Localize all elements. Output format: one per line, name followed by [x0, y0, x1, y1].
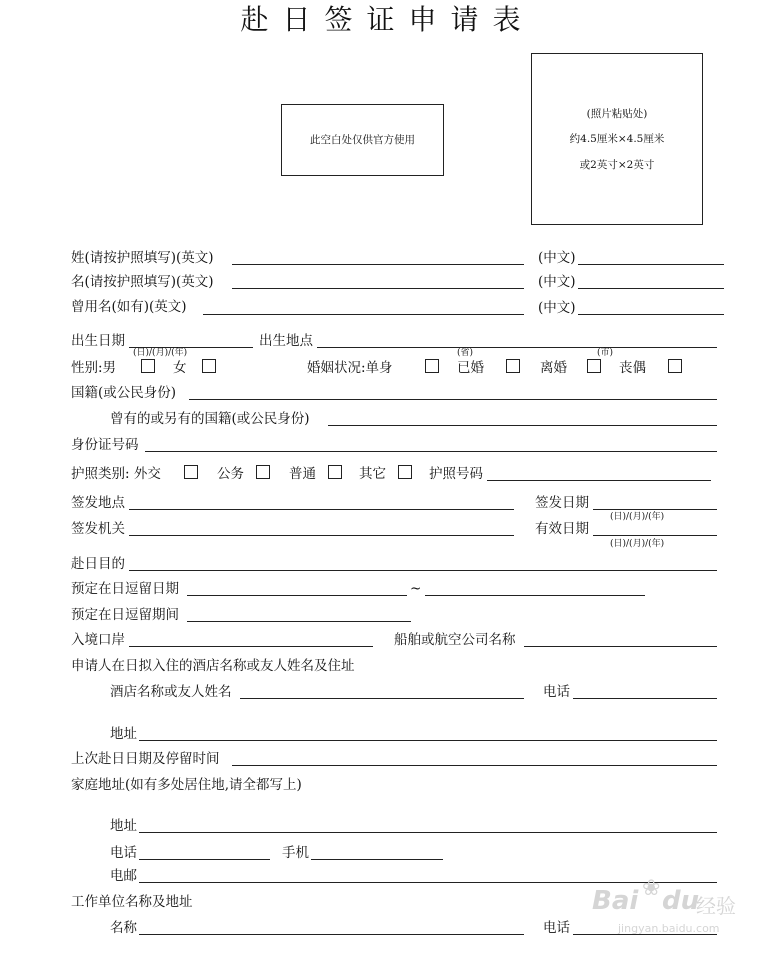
purpose-label: 赴日目的 — [71, 556, 125, 572]
former-name-cn-label: (中文) — [538, 300, 576, 316]
other-nationality-label: 曾有的或另有的国籍(或公民身份) — [110, 411, 310, 427]
work-section-title: 工作单位名称及地址 — [71, 894, 193, 910]
birth-date-hint: (日)/(月)/(年) — [133, 348, 188, 358]
male-checkbox[interactable] — [141, 359, 155, 373]
port-entry-label: 入境口岸 — [71, 632, 125, 648]
issue-date-field[interactable] — [593, 509, 717, 510]
givenname-en-label: 名(请按护照填写)(英文) — [71, 274, 214, 290]
carrier-field[interactable] — [524, 646, 717, 647]
photo-label-3: 或2英寸×2英寸 — [579, 159, 655, 171]
photo-box[interactable] — [531, 53, 703, 225]
photo-label-1: (照片粘贴处) — [586, 108, 648, 120]
female-label: 女 — [173, 360, 187, 376]
province-hint: (省) — [457, 348, 474, 358]
port-entry-field[interactable] — [129, 646, 373, 647]
work-phone-label: 电话 — [543, 920, 570, 936]
photo-label-2: 约4.5厘米×4.5厘米 — [569, 133, 665, 145]
givenname-en-field[interactable] — [232, 288, 524, 289]
tilde: ~ — [410, 581, 422, 597]
carrier-label: 船舶或航空公司名称 — [394, 632, 516, 648]
givenname-cn-label: (中文) — [538, 274, 576, 290]
surname-en-field[interactable] — [232, 264, 524, 265]
official-label: 公务 — [217, 466, 244, 482]
watermark-cn: 经验 — [696, 894, 736, 918]
birth-place-field[interactable] — [317, 347, 717, 348]
hotel-phone-label: 电话 — [543, 684, 570, 700]
baidu-watermark — [592, 876, 742, 940]
widowed-label: 丧偶 — [619, 360, 646, 376]
official-use-box — [281, 104, 444, 176]
watermark-brand: Bai — [592, 886, 639, 916]
official-use-label: 此空白处仅供官方使用 — [310, 134, 415, 146]
surname-cn-field[interactable] — [578, 264, 724, 265]
female-checkbox[interactable] — [202, 359, 216, 373]
hotel-address-label: 地址 — [110, 726, 137, 742]
surname-en-label: 姓(请按护照填写)(英文) — [71, 250, 214, 266]
hotel-section-title: 申请人在日拟入住的酒店名称或友人姓名及住址 — [71, 658, 355, 674]
email-label: 电邮 — [110, 868, 137, 884]
id-number-field[interactable] — [145, 451, 717, 452]
city-hint: (市) — [597, 348, 614, 358]
home-address-field[interactable] — [139, 832, 717, 833]
paw-icon: ❀ — [642, 876, 661, 901]
stay-period-field[interactable] — [187, 621, 411, 622]
birth-date-label: 出生日期 — [71, 333, 125, 349]
divorced-label: 离婚 — [540, 360, 567, 376]
hotel-address-field[interactable] — [139, 740, 717, 741]
passport-no-label: 护照号码 — [429, 466, 483, 482]
expiry-date-hint: (日)/(月)/(年) — [610, 539, 665, 549]
id-number-label: 身份证号码 — [71, 437, 139, 453]
mobile-field[interactable] — [311, 859, 443, 860]
official-checkbox[interactable] — [256, 465, 270, 479]
watermark-brand2: du — [662, 886, 700, 916]
expiry-date-label: 有效日期 — [535, 521, 589, 537]
hotel-name-label: 酒店名称或友人姓名 — [110, 684, 232, 700]
issue-place-field[interactable] — [129, 509, 514, 510]
home-address-label: 地址 — [110, 818, 137, 834]
mobile-label: 手机 — [282, 845, 309, 861]
expiry-date-field[interactable] — [593, 535, 717, 536]
hotel-name-field[interactable] — [240, 698, 524, 699]
stay-to-field[interactable] — [425, 595, 645, 596]
stay-dates-label: 预定在日逗留日期 — [71, 581, 179, 597]
ordinary-checkbox[interactable] — [328, 465, 342, 479]
last-visit-label: 上次赴日日期及停留时间 — [71, 751, 220, 767]
former-name-cn-field[interactable] — [578, 314, 724, 315]
passport-no-field[interactable] — [487, 480, 711, 481]
marital-label: 婚姻状况:单身 — [307, 360, 393, 376]
form-title: 赴日签证申请表 — [240, 3, 535, 36]
last-visit-field[interactable] — [232, 765, 717, 766]
widowed-checkbox[interactable] — [668, 359, 682, 373]
ordinary-label: 普通 — [289, 466, 316, 482]
surname-cn-label: (中文) — [538, 250, 576, 266]
issue-authority-label: 签发机关 — [71, 521, 125, 537]
former-name-field[interactable] — [203, 314, 524, 315]
stay-from-field[interactable] — [187, 595, 407, 596]
nationality-field[interactable] — [189, 399, 717, 400]
former-name-label: 曾用名(如有)(英文) — [71, 299, 187, 315]
birth-place-label: 出生地点 — [259, 333, 313, 349]
home-section-title: 家庭地址(如有多处居住地,请全都写上) — [71, 777, 302, 793]
stay-period-label: 预定在日逗留期间 — [71, 607, 179, 623]
work-name-field[interactable] — [139, 934, 524, 935]
other-label: 其它 — [359, 466, 386, 482]
diplomatic-checkbox[interactable] — [184, 465, 198, 479]
nationality-label: 国籍(或公民身份) — [71, 385, 177, 401]
gender-label: 性别:男 — [71, 360, 117, 376]
givenname-cn-field[interactable] — [578, 288, 724, 289]
issue-place-label: 签发地点 — [71, 495, 125, 511]
home-phone-label: 电话 — [110, 845, 137, 861]
issue-date-label: 签发日期 — [535, 495, 589, 511]
passport-type-label: 护照类别: 外交 — [71, 466, 161, 482]
purpose-field[interactable] — [129, 570, 717, 571]
issue-date-hint: (日)/(月)/(年) — [610, 512, 665, 522]
issue-authority-field[interactable] — [129, 535, 514, 536]
watermark-url: jingyan.baidu.com — [618, 922, 720, 935]
divorced-checkbox[interactable] — [587, 359, 601, 373]
hotel-phone-field[interactable] — [573, 698, 717, 699]
married-checkbox[interactable] — [506, 359, 520, 373]
work-name-label: 名称 — [110, 920, 137, 936]
other-checkbox[interactable] — [398, 465, 412, 479]
single-checkbox[interactable] — [425, 359, 439, 373]
other-nationality-field[interactable] — [328, 425, 717, 426]
home-phone-field[interactable] — [139, 859, 270, 860]
married-label: 已婚 — [457, 360, 484, 376]
